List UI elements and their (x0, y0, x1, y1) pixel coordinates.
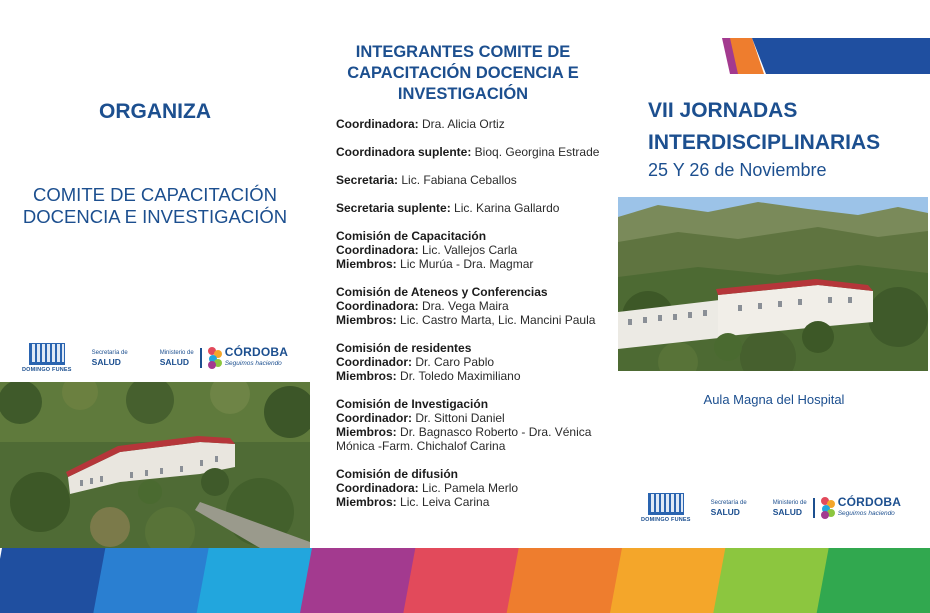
member-block (336, 145, 606, 159)
member-line-label: Comisión de residentes (336, 341, 472, 355)
member-line-value: Dr. Toledo Maximiliano (396, 369, 521, 383)
members-title: INTEGRANTES COMITE DE CAPACITACIÓN DOCENCIA E INVESTIGACIÓN (347, 43, 579, 103)
event-dates: 25 Y 26 de Noviembre (648, 160, 827, 180)
member-line (336, 313, 606, 327)
member-line-label: Comisión de Capacitación (336, 229, 487, 243)
event-title (648, 95, 928, 159)
logo-divider (200, 348, 202, 368)
member-line (336, 285, 606, 299)
member-line (336, 243, 606, 257)
secretaria-label: Secretaría de (91, 350, 128, 356)
member-block (336, 173, 606, 187)
member-line-value: Dra. Alicia Ortiz (418, 117, 505, 131)
member-line (336, 481, 606, 495)
member-line-label: Miembros: (336, 257, 397, 271)
member-block (336, 397, 606, 453)
member-line-value: Dr. Sittoni Daniel (412, 411, 505, 425)
member-line-value: Lic. Castro Marta, Lic. Mancini Paula (396, 313, 596, 327)
cordoba-text-right: CÓRDOBA (837, 495, 902, 509)
ministerio-name: SALUD (159, 357, 189, 367)
member-block (336, 467, 606, 509)
member-line-label: Coordinadora suplente: (336, 145, 472, 159)
member-line-label: Coordinadora: (336, 117, 419, 131)
cordoba-logo (208, 347, 288, 369)
member-line-label: Comisión de Ateneos y Conferencias (336, 285, 548, 299)
member-line (336, 369, 606, 383)
member-block (336, 117, 606, 131)
member-line-value: Dr. Caro Pablo (412, 355, 495, 369)
member-line-label: Miembros: (336, 495, 397, 509)
corner-stripe-graphic (722, 38, 930, 74)
member-line-label: Coordinador: (336, 355, 412, 369)
organiza-title: ORGANIZA (99, 100, 211, 123)
logos-row-left (22, 343, 288, 373)
member-line-value: Lic. Fabiana Ceballos (398, 173, 517, 187)
member-line-value: Bioq. Georgina Estrade (471, 145, 600, 159)
cordoba-slogan-right: Seguimos haciendo (837, 510, 895, 517)
member-line-label: Comisión de difusión (336, 467, 458, 481)
member-block (336, 229, 606, 271)
member-line (336, 397, 606, 411)
secretaria-salud-logo-right (711, 499, 747, 517)
member-line-value: Lic Murúa - Dra. Magmar (396, 257, 534, 271)
cordoba-mark-icon-right (821, 497, 835, 519)
member-line-label: Comisión de Investigación (336, 397, 489, 411)
member-line-label: Coordinadora: (336, 243, 419, 257)
member-line (336, 117, 606, 131)
member-line (336, 299, 606, 313)
ministerio-name-right: SALUD (772, 507, 802, 517)
member-line (336, 341, 606, 355)
ministerio-salud-logo (160, 349, 194, 367)
member-line (336, 355, 606, 369)
secretaria-label-right: Secretaría de (710, 500, 747, 506)
stripe-segment (817, 548, 930, 613)
member-line-value: Dra. Vega Maira (418, 299, 509, 313)
member-line-label: Secretaria: (336, 173, 399, 187)
member-line (336, 425, 606, 453)
ministerio-label-right: Ministerio de (772, 500, 807, 506)
member-line-value: Lic. Vallejos Carla (418, 243, 518, 257)
hospital-aerial-photo (0, 382, 310, 548)
event-title-line2: INTERDISCIPLINARIAS (648, 131, 881, 154)
member-line-label: Coordinador: (336, 411, 412, 425)
organizing-committee: COMITE DE CAPACITACIÓN DOCENCIA E INVESTIGACIÓN (22, 184, 288, 227)
secretaria-salud-logo (92, 349, 128, 367)
member-line (336, 257, 606, 271)
member-line-label: Miembros: (336, 313, 397, 327)
member-line (336, 495, 606, 509)
member-line (336, 145, 606, 159)
domingo-funes-text: DOMINGO FUNES (22, 367, 72, 373)
hospital-mountain-photo (618, 197, 928, 371)
hospital-building-icon (29, 343, 65, 365)
domingo-funes-text-right: DOMINGO FUNES (641, 517, 691, 523)
member-line (336, 229, 606, 243)
member-line (336, 201, 606, 215)
member-line-label: Miembros: (336, 425, 397, 439)
member-line (336, 467, 606, 481)
logo-divider-right (813, 498, 815, 518)
member-line-label: Coordinadora: (336, 481, 419, 495)
bottom-color-stripe (0, 548, 930, 613)
member-line (336, 411, 606, 425)
cordoba-mark-icon (208, 347, 222, 369)
member-line (336, 173, 606, 187)
secretaria-name-right: SALUD (710, 507, 740, 517)
cordoba-logo-right (821, 497, 901, 519)
cordoba-slogan: Seguimos haciendo (224, 360, 282, 367)
member-line-label: Secretaria suplente: (336, 201, 451, 215)
domingo-funes-logo (22, 343, 72, 373)
logos-row-right (641, 493, 901, 523)
event-title-line1: VII JORNADAS (648, 99, 798, 122)
ministerio-salud-logo-right (773, 499, 807, 517)
cordoba-text: CÓRDOBA (224, 345, 289, 359)
member-block (336, 341, 606, 383)
member-line-label: Miembros: (336, 369, 397, 383)
member-block (336, 285, 606, 327)
ministerio-label: Ministerio de (159, 350, 194, 356)
hospital-building-icon-right (648, 493, 684, 515)
members-list (336, 117, 606, 523)
member-line-label: Coordinadora: (336, 299, 419, 313)
member-line-value: Lic. Leiva Carina (396, 495, 490, 509)
member-line-value: Dr. Bagnasco Roberto - Dra. Vénica Mónica -Farm. Chichalof Carina (336, 425, 592, 453)
member-line-value: Lic. Karina Gallardo (450, 201, 560, 215)
secretaria-name: SALUD (91, 357, 121, 367)
domingo-funes-logo-right (641, 493, 691, 523)
venue-text: Aula Magna del Hospital (703, 392, 845, 407)
member-block (336, 201, 606, 215)
member-line-value: Lic. Pamela Merlo (418, 481, 519, 495)
